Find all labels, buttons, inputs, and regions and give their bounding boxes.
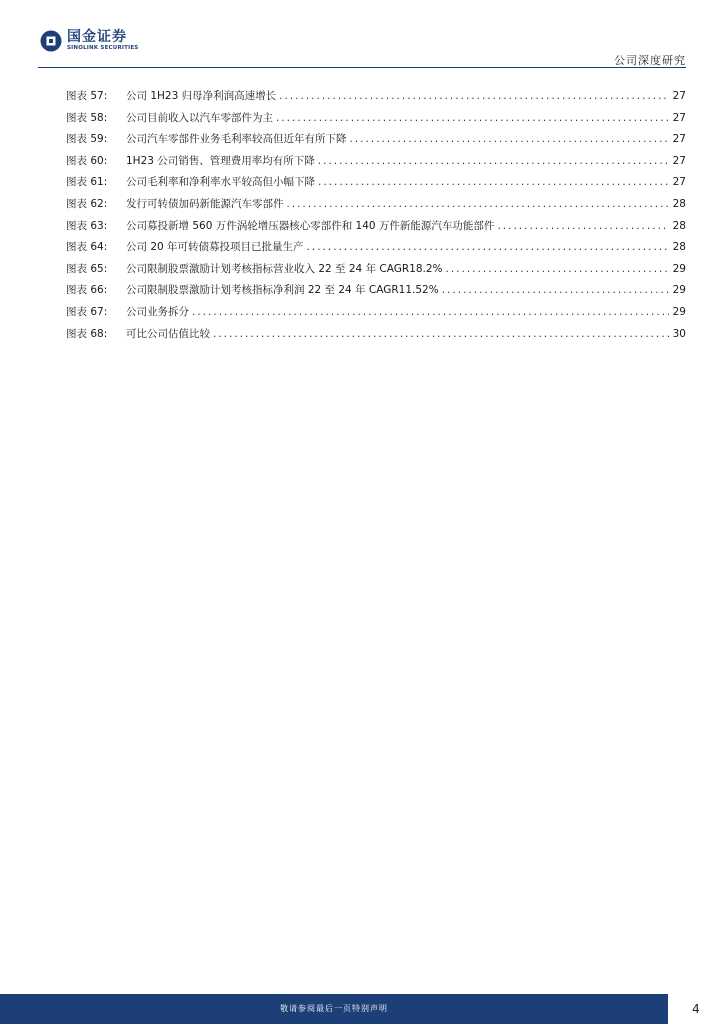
toc-entry-title: 公司限制股票激励计划考核指标营业收入 22 至 24 年 CAGR18.2% [126,262,443,275]
toc-dot-leader [350,133,670,145]
toc-dot-leader [497,220,669,232]
toc-entry[interactable] [66,239,686,261]
toc-entry-label: 图表 67: [66,305,108,318]
toc-entry-page: 28 [672,219,686,232]
toc-entry[interactable] [66,196,686,218]
report-type-label: 公司深度研究 [614,54,686,67]
logo-english-name: SINOLINK SECURITIES [67,45,139,52]
toc-entry[interactable] [66,88,686,110]
toc-dot-leader [307,241,669,253]
toc-entry-label: 图表 58: [66,111,108,124]
toc-entry-label: 图表 59: [66,133,108,146]
toc-dot-leader [213,328,669,340]
toc-entry-label: 图表 63: [66,219,108,232]
toc-entry-title: 公司募投新增 560 万件涡轮增压器核心零部件和 140 万件新能源汽车功能部件 [126,219,495,232]
toc-dot-leader [276,112,669,124]
sinolink-logo-icon [40,30,62,52]
page-footer [0,994,724,1024]
figure-index-list [66,88,686,347]
disclaimer-note: 敬请参阅最后一页特别声明 [280,1004,388,1013]
toc-dot-leader [287,198,670,210]
page-header [0,0,724,70]
page-number: 4 [692,1002,700,1016]
toc-entry-label: 图表 66: [66,284,108,297]
toc-entry[interactable] [66,174,686,196]
toc-entry[interactable] [66,153,686,175]
toc-entry-label: 图表 61: [66,176,108,189]
toc-dot-leader [318,155,669,167]
toc-entry-title: 1H23 公司销售、管理费用率均有所下降 [126,154,315,167]
toc-entry-page: 28 [672,241,686,254]
toc-entry-title: 公司限制股票激励计划考核指标净利润 22 至 24 年 CAGR11.52% [126,284,439,297]
toc-dot-leader [279,90,669,102]
toc-entry-title: 公司汽车零部件业务毛利率较高但近年有所下降 [126,133,347,146]
toc-entry-title: 公司毛利率和净利率水平较高但小幅下降 [126,176,315,189]
toc-dot-leader [192,306,669,318]
toc-entry-page: 27 [672,154,686,167]
toc-entry-page: 27 [672,133,686,146]
toc-entry-label: 图表 64: [66,241,108,254]
toc-entry[interactable] [66,218,686,240]
toc-entry-page: 27 [672,90,686,102]
toc-entry-page: 27 [672,176,686,189]
toc-entry-label: 图表 68: [66,327,108,340]
toc-dot-leader [318,176,669,188]
toc-dot-leader [446,263,669,275]
toc-entry-label: 图表 65: [66,262,108,275]
toc-entry-title: 公司业务拆分 [126,305,189,318]
toc-entry-page: 29 [672,262,686,275]
toc-entry[interactable] [66,131,686,153]
toc-dot-leader [442,284,669,296]
toc-entry-label: 图表 57: [66,90,108,102]
toc-entry-title: 公司目前收入以汽车零部件为主 [126,111,273,124]
header-divider [38,67,686,68]
logo-chinese-name: 国金证券 [67,29,127,46]
toc-entry-title: 公司 20 年可转债募投项目已批量生产 [126,241,304,254]
toc-entry[interactable] [66,110,686,132]
toc-entry[interactable] [66,304,686,326]
toc-entry-page: 30 [672,327,686,340]
toc-entry-page: 27 [672,111,686,124]
toc-entry-page: 28 [672,197,686,210]
toc-entry-page: 29 [672,305,686,318]
toc-entry[interactable] [66,282,686,304]
toc-entry-label: 图表 60: [66,154,108,167]
toc-entry-title: 公司 1H23 归母净利润高速增长 [126,90,277,102]
toc-entry[interactable] [66,261,686,283]
company-logo [40,30,138,52]
toc-entry-title: 可比公司估值比较 [126,327,210,340]
toc-entry-page: 29 [672,284,686,297]
toc-entry-label: 图表 62: [66,197,108,210]
toc-entry[interactable] [66,326,686,348]
toc-entry-title: 发行可转债加码新能源汽车零部件 [126,197,284,210]
